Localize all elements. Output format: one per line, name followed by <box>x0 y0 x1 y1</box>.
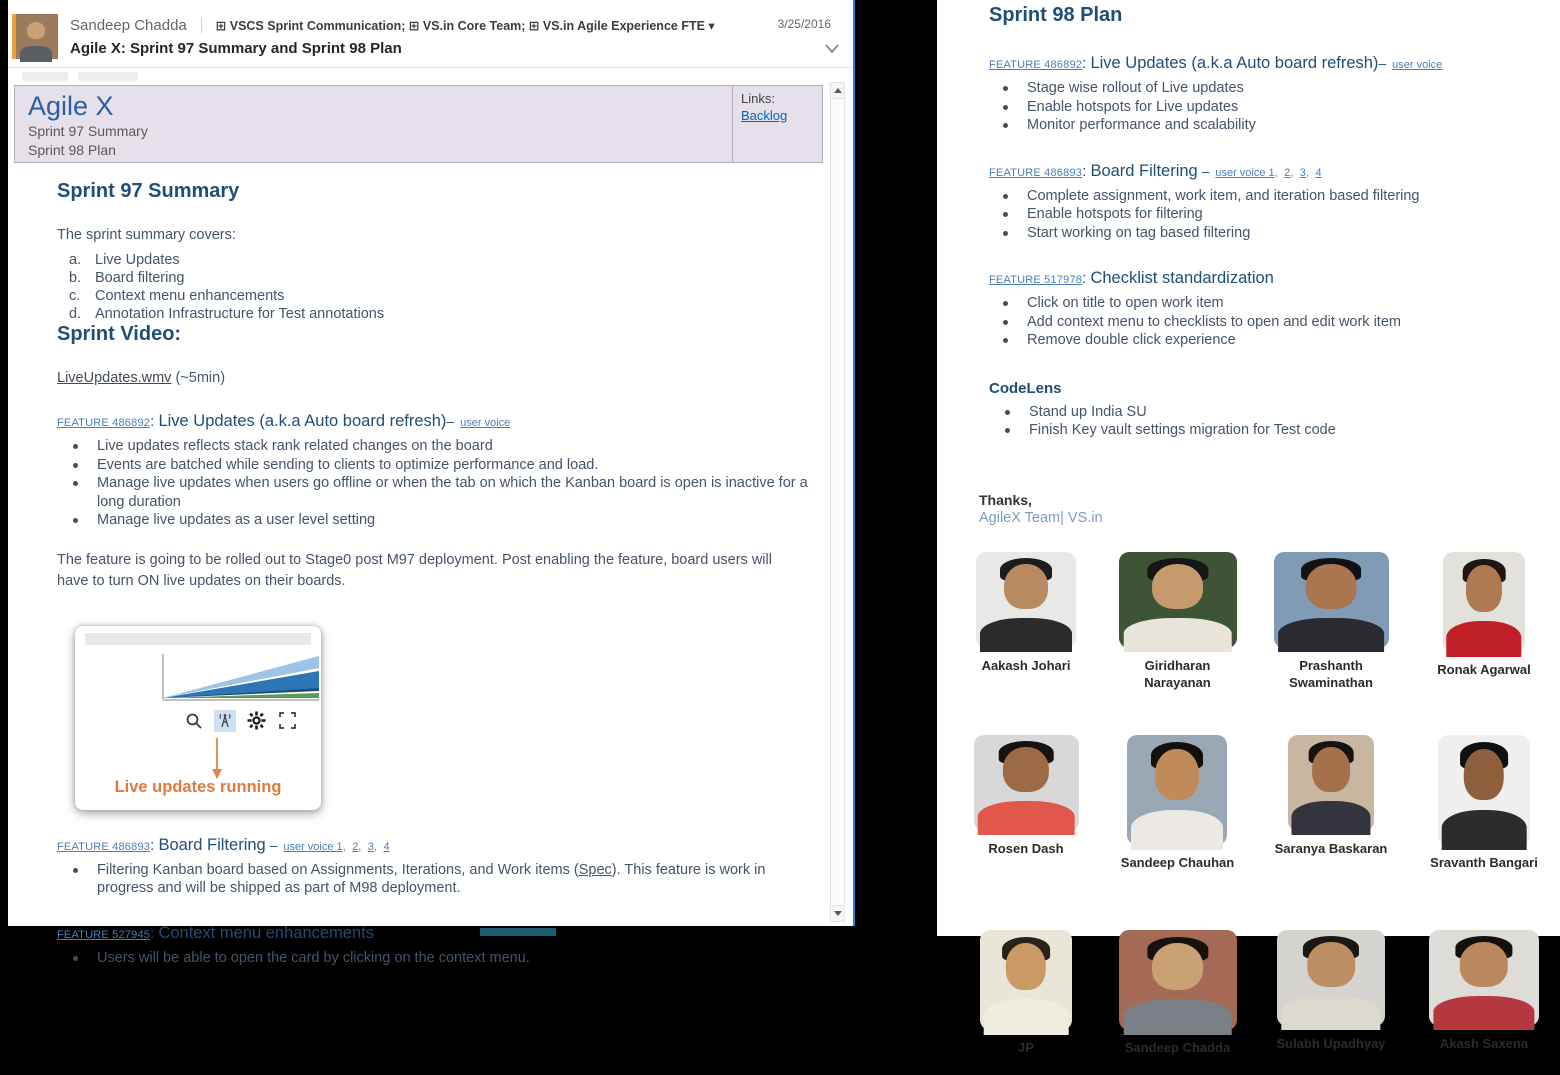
team-photo-grid <box>951 552 1534 697</box>
scroll-up-icon <box>834 88 842 93</box>
user-voice-link-1[interactable]: user voice 1, <box>1215 166 1278 179</box>
feature-section <box>989 54 1534 135</box>
down-arrow-annotation <box>216 738 218 770</box>
banner-line2: Sprint 98 Plan <box>28 142 116 158</box>
feature-tag-link[interactable]: FEATURE 486892 <box>989 59 1083 71</box>
bullet-item: Add context menu to checklists to open and edit work item <box>989 313 1534 332</box>
feature-bullets <box>57 861 819 898</box>
settings-gear-icon[interactable] <box>245 710 267 732</box>
avatar-shirt <box>20 46 52 62</box>
team-member: Sandeep Chauhan <box>1121 735 1234 890</box>
user-voice-link-3[interactable]: 3, <box>1299 166 1309 179</box>
team-member: JP <box>980 930 1072 1075</box>
member-photo <box>1443 552 1525 652</box>
cumulative-flow-chart <box>161 654 319 702</box>
bullet-item: Events are batched while sending to clients to optimize performance and load. <box>57 456 819 475</box>
feature-tag-link[interactable]: FEATURE 486893 <box>57 840 151 853</box>
avatar-face <box>27 22 45 39</box>
list-item: d. Annotation Infrastructure for Test annotations <box>69 306 385 322</box>
member-photo <box>1274 552 1389 648</box>
feature-line-486893: FEATURE 486893: Board Filtering – user voice 1, 2, 3, 4 <box>57 835 390 854</box>
board-toolbar-icons <box>183 710 298 732</box>
scroll-up-button[interactable] <box>831 83 844 99</box>
header-divider <box>201 18 202 33</box>
user-voice-link[interactable]: user voice <box>460 417 511 429</box>
team-member: Giridharan Narayanan <box>1113 552 1243 697</box>
sender-avatar[interactable] <box>12 14 58 59</box>
user-voice-link-2[interactable]: 2, <box>1284 166 1294 179</box>
taskbar-sliver <box>480 928 556 936</box>
scroll-down-button[interactable] <box>831 905 844 921</box>
team-member: Saranya Baskaran <box>1275 735 1388 890</box>
member-photo <box>1429 930 1539 1026</box>
collapse-chevron-icon[interactable] <box>825 44 839 54</box>
signoff: Thanks, <box>979 491 1032 508</box>
figure-caption: Live updates running <box>114 777 282 796</box>
email-reading-pane <box>8 0 855 966</box>
bullet-item: Stage wise rollout of Live updates <box>989 79 1534 98</box>
user-voice-link[interactable]: user voice <box>1392 59 1443 71</box>
figure-toolbar-strip <box>85 633 311 645</box>
message-date: 3/25/2016 <box>777 17 831 31</box>
rollout-paragraph: The feature is going to be rolled out to Stage0 post M97 deployment. Post enabling the feature, board users will have to turn ON live updates on their boards. <box>57 551 772 589</box>
feature-tag-link[interactable]: FEATURE 517978 <box>989 274 1083 286</box>
team-member: Prashanth Swaminathan <box>1266 552 1396 697</box>
links-label: Links: <box>741 91 775 106</box>
scrollbar[interactable] <box>830 82 845 922</box>
section-heading-sprint98: Sprint 98 Plan <box>989 4 1123 26</box>
feature-bullets <box>57 949 819 968</box>
collapsed-item-ghost <box>78 72 138 81</box>
scroll-down-icon <box>834 911 842 916</box>
section-heading-sprint97: Sprint 97 Summary <box>57 180 240 202</box>
feature-tag-link[interactable]: FEATURE 527945 <box>57 928 151 941</box>
bullet-item: Monitor performance and scalability <box>989 116 1534 135</box>
feature-tag-link[interactable]: FEATURE 486893 <box>989 166 1083 179</box>
bullet-item: Click on title to open work item <box>989 294 1534 313</box>
backlog-link[interactable]: Backlog <box>741 108 788 123</box>
bullet-item: Live updates reflects stack rank related changes on the board <box>57 437 819 456</box>
bullet-item: Enable hotspots for Live updates <box>989 98 1534 117</box>
agilex-banner <box>14 85 823 163</box>
intro-text: The sprint summary covers: <box>57 227 236 243</box>
live-updates-tower-icon[interactable] <box>214 710 236 732</box>
team-member: Akash Saxena <box>1429 930 1539 1075</box>
video-link[interactable]: LiveUpdates.wmv <box>57 370 172 386</box>
team-photo-grid <box>951 930 1534 1075</box>
user-voice-link-3[interactable]: 3, <box>367 840 377 853</box>
banner-title: Agile X <box>28 91 114 121</box>
feature-line-517978: FEATURE 517978: Checklist standardization <box>989 269 1274 287</box>
message-header <box>8 0 853 68</box>
team-member: Sulabh Upadhyay <box>1276 930 1385 1075</box>
collapsed-item-ghost <box>22 72 68 81</box>
video-line: LiveUpdates.wmv (~5min) <box>57 370 226 386</box>
summary-list <box>57 251 819 323</box>
list-item: c. Context menu enhancements <box>69 288 285 304</box>
feature-section <box>989 269 1534 350</box>
email-body <box>57 180 819 967</box>
fullscreen-icon[interactable] <box>276 710 298 732</box>
bullet-item: Manage live updates when users go offline or when the tab on which the Kanban board is open is inactive for a long duration <box>57 474 819 511</box>
feature-tag-link[interactable]: FEATURE 486892 <box>57 417 151 429</box>
recipients-line[interactable]: ⊞ VSCS Sprint Communication; ⊞ VS.in Core Team; ⊞ VS.in Agile Experience FTE ▾ <box>215 19 715 33</box>
user-voice-link-2[interactable]: 2, <box>352 840 362 853</box>
team-member: Aakash Johari <box>976 552 1076 697</box>
member-photo <box>1119 552 1237 648</box>
live-updates-figure <box>75 626 321 810</box>
bullet-item: Manage live updates as a user level setting <box>57 511 819 530</box>
sender-name[interactable]: Sandeep Chadda <box>70 17 187 34</box>
member-photo <box>1288 735 1374 831</box>
team-member: Sandeep Chadda <box>1119 930 1237 1075</box>
message-subject: Agile X: Sprint 97 Summary and Sprint 98 Plan <box>70 40 402 57</box>
team-photo-grid <box>951 735 1538 890</box>
banner-line1: Sprint 97 Summary <box>28 123 148 139</box>
avatar-accent-bar <box>12 14 16 59</box>
user-voice-link-4[interactable]: 4 <box>383 840 390 853</box>
team-member: Sravanth Bangari <box>1430 735 1538 890</box>
bullet-item: Filtering Kanban board based on Assignments, Iterations, and Work items (Spec). This feature is work in progress and will be shipped as part of M98 deployment. <box>57 861 819 898</box>
team-member: Rosen Dash <box>974 735 1079 890</box>
member-photo <box>1438 735 1530 845</box>
team-member: Ronak Agarwal <box>1437 552 1530 697</box>
feature-line-486893: FEATURE 486893: Board Filtering – user voice 1, 2, 3, 4 <box>989 161 1322 180</box>
list-item: b. Board filtering <box>69 270 185 286</box>
feature-line-486892: FEATURE 486892: Live Updates (a.k.a Auto board refresh)– user voice <box>989 54 1443 72</box>
bullet-item: Remove double click experience <box>989 331 1534 350</box>
email-body-continued <box>937 0 1560 1055</box>
team-signature: AgileX Team| VS.in <box>979 509 1103 526</box>
spec-link[interactable]: Spec <box>578 861 612 878</box>
member-photo <box>1277 930 1385 1026</box>
bullet-item: Complete assignment, work item, and iteration based filtering <box>989 187 1534 206</box>
user-voice-link-4[interactable]: 4 <box>1315 166 1322 179</box>
section-heading-video: Sprint Video: <box>57 323 182 345</box>
codelens-heading: CodeLens <box>989 379 1062 397</box>
feature-bullets <box>57 437 819 530</box>
bullet-item: Users will be able to open the card by clicking on the context menu. <box>57 949 819 968</box>
member-photo <box>980 930 1072 1030</box>
bullet-item: Finish Key vault settings migration for Test code <box>989 421 1534 440</box>
member-photo <box>1119 930 1237 1030</box>
member-photo <box>976 552 1076 648</box>
feature-line-486892: FEATURE 486892: Live Updates (a.k.a Auto board refresh)– user voice <box>57 412 511 430</box>
search-icon[interactable] <box>183 710 205 732</box>
user-voice-link-1[interactable]: user voice 1, <box>283 840 346 853</box>
member-photo <box>1127 735 1227 845</box>
bullet-item: Start working on tag based filtering <box>989 224 1534 243</box>
list-item: a. Live Updates <box>69 252 180 268</box>
bullet-item: Stand up India SU <box>989 403 1534 422</box>
member-photo <box>974 735 1079 831</box>
feature-line-527945: FEATURE 527945: Context menu enhancements <box>57 923 374 942</box>
feature-section <box>989 162 1534 243</box>
bullet-item: Enable hotspots for filtering <box>989 205 1534 224</box>
